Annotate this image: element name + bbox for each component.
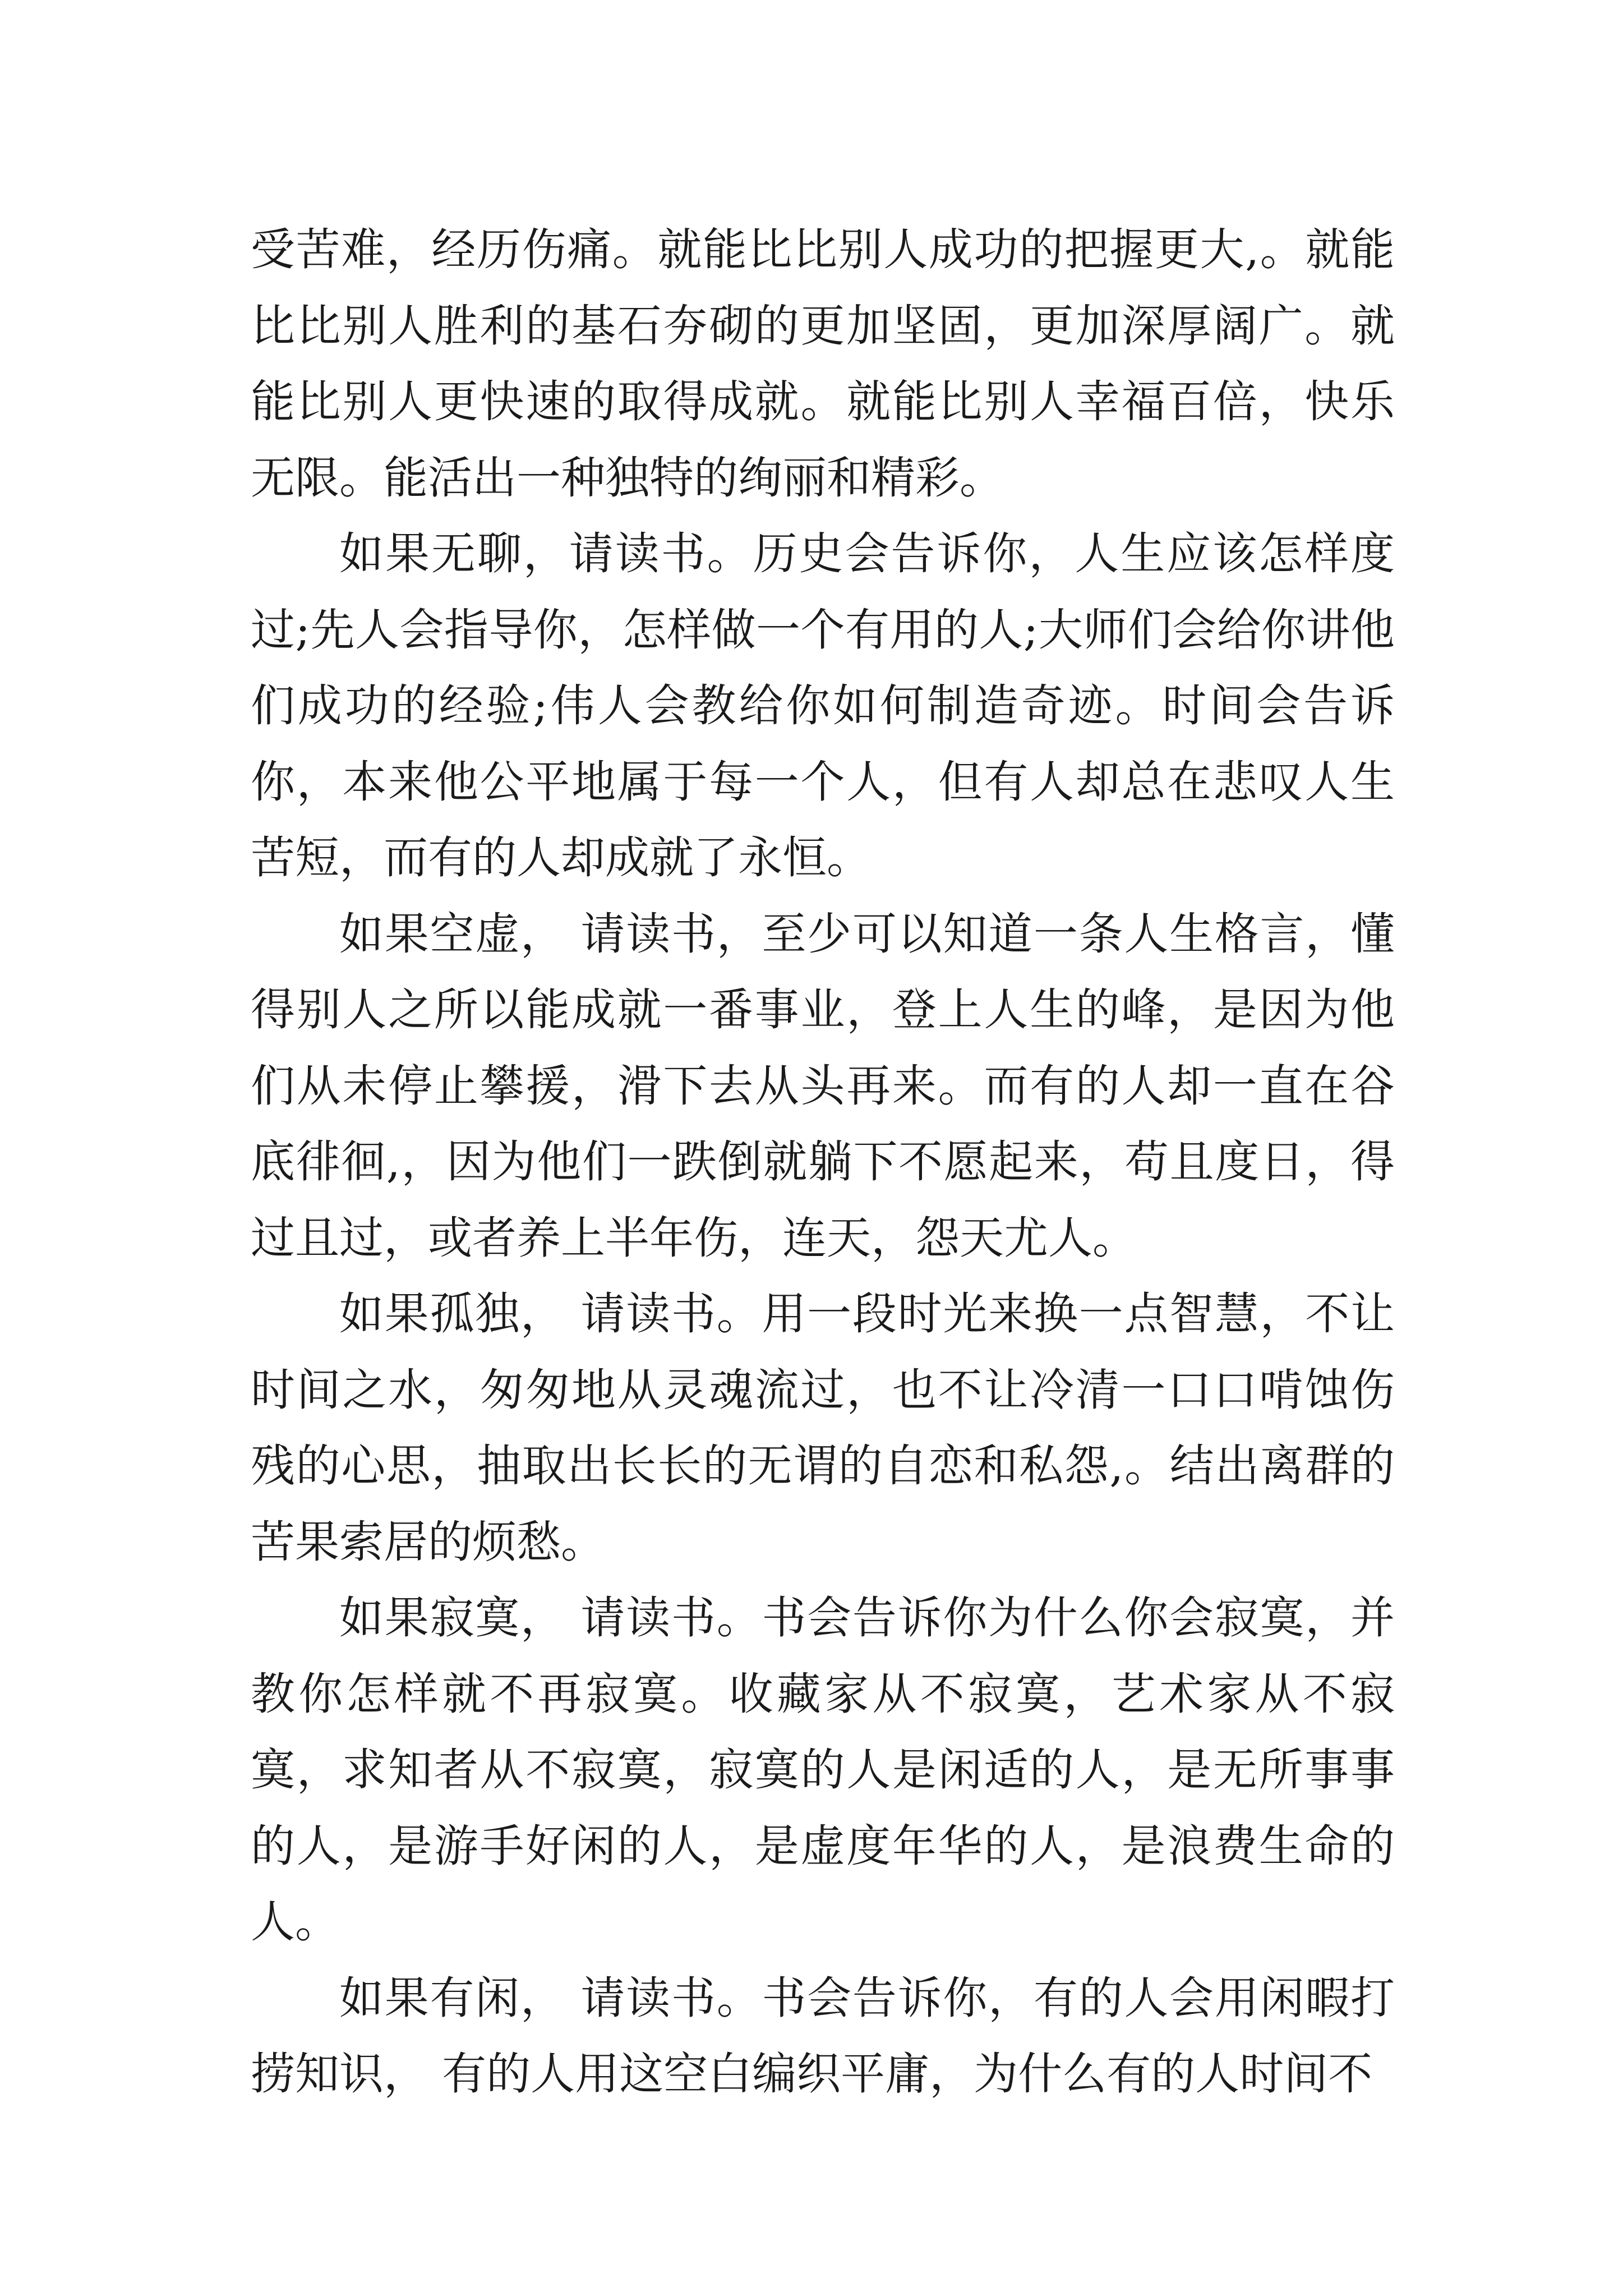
paragraph-4: 如果孤独， 请读书。用一段时光来换一点智慧，不让时间之水，匆匆地从灵魂流过，也不让冷清一口口啃蚀伤残的心思，抽取出长长的无谓的自恋和私怨,。结出离群的苦果索居的烦愁。 [251,1288,1395,1568]
paragraph-3: 如果空虚， 请读书，至少可以知道一条人生格言，懂得别人之所以能成就一番事业，登上人生的峰，是因为他们从未停止攀援，滑下去从头再来。而有的人却一直在谷底徘徊,，因为他们一跌倒就躺下不愿起来，苟且度日，得过且过，或者养上半年伤，连天，怨天尤人。 [251,908,1395,1264]
paragraph-6: 如果有闲， 请读书。书会告诉你，有的人会用闲暇打捞知识， 有的人用这空白编织平庸，为什么有的人时间不 [251,1972,1395,2100]
paragraph-2: 如果无聊，请读书。历史会告诉你，人生应该怎样度过;先人会指导你，怎样做一个有用的人;大师们会给你讲他们成功的经验;伟人会教给你如何制造奇迹。时间会告诉你，本来他公平地属于每一个人，但有人却总在悲叹人生苦短，而有的人却成就了永恒。 [251,528,1395,884]
paragraph-1: 受苦难，经历伤痛。就能比比别人成功的把握更大,。就能比比别人胜利的基石夯砌的更加坚固，更加深厚阔广。就能比别人更快速的取得成就。就能比别人幸福百倍，快乐无限。能活出一种独特的绚丽和精彩。 [251,224,1395,504]
document-body [251,212,1395,2113]
paragraph-5: 如果寂寞， 请读书。书会告诉你为什么你会寂寞，并教你怎样就不再寂寞。收藏家从不寂寞，艺术家从不寂寞，求知者从不寂寞，寂寞的人是闲适的人，是无所事事的人，是游手好闲的人，是虚度年华的人，是浪费生命的人。 [251,1592,1395,1948]
